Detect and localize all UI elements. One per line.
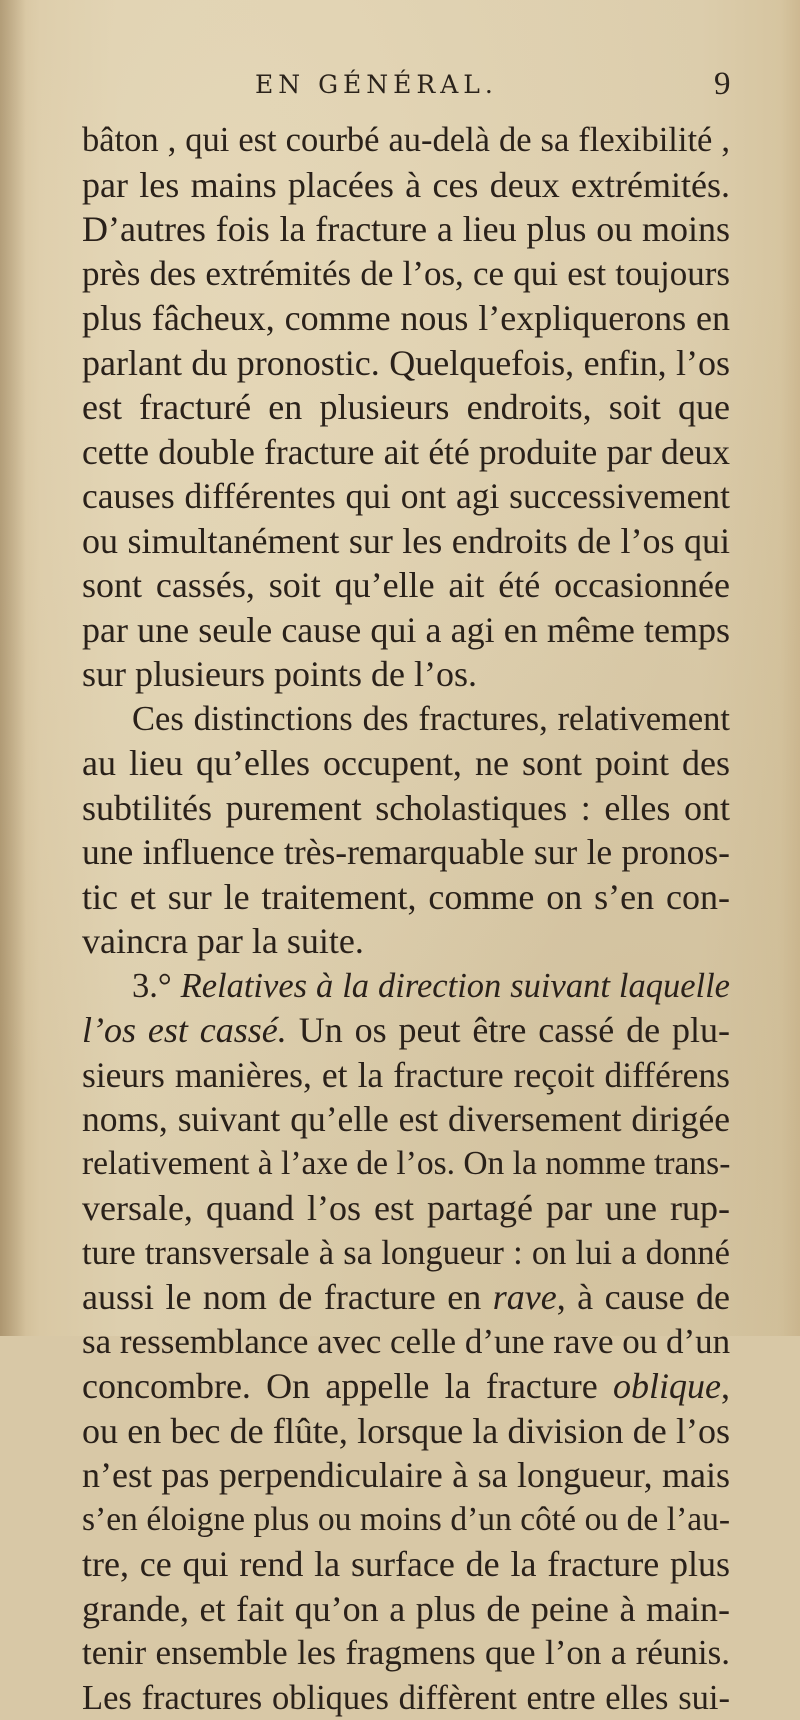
text-fragment: aussi le nom de fracture en (82, 1277, 481, 1317)
text-line: par une seule cause qui a agi en même temps (82, 608, 730, 653)
text-line: s’en éloigne plus ou moins d’un côté ou de l’au- (82, 1498, 730, 1543)
text-line: bâton , qui est courbé au-delà de sa flexibilité , (82, 118, 730, 163)
text-line: noms, suivant qu’elle est diversement dirigée (82, 1097, 730, 1142)
running-head (0, 70, 800, 110)
text-line (82, 1275, 730, 1320)
text-line: tenir ensemble les fragmens que l’on a réunis. (82, 1631, 730, 1676)
paragraph-2 (82, 697, 730, 964)
body-text (82, 118, 730, 1720)
text-line: grande, et fait qu’on a plus de peine à main- (82, 1587, 730, 1632)
text-line: parlant du pronostic. Quelquefois, enfin, l’os (82, 341, 730, 386)
text-line: plus fâcheux, comme nous l’expliquerons en (82, 296, 730, 341)
paragraph-3 (82, 964, 730, 1720)
text-line: subtilités purement scholastiques : elles ont (82, 786, 730, 831)
text-line: vaincra par la suite. (82, 919, 730, 964)
text-line: tre, ce qui rend la surface de la fracture plus (82, 1542, 730, 1587)
text-line: près des extrémités de l’os, ce qui est toujours (82, 252, 730, 297)
text-line: sur plusieurs points de l’os. (82, 652, 730, 697)
text-fragment: concombre. On appelle la fracture (82, 1366, 598, 1406)
text-line: ture transversale à sa longueur : on lui a donné (82, 1231, 730, 1276)
text-line: ou simultanément sur les endroits de l’os qui (82, 519, 730, 564)
text-line: relativement à l’axe de l’os. On la nomme trans- (82, 1142, 730, 1187)
text-line: une influence très-remarquable sur le pronos- (82, 830, 730, 875)
text-fragment: Un os peut être cassé de plu- (299, 1010, 730, 1050)
text-line: sieurs manières, et la fracture reçoit différens (82, 1053, 730, 1098)
text-line: est fracturé en plusieurs endroits, soit que (82, 385, 730, 430)
text-line: causes différentes qui ont agi successivement (82, 474, 730, 519)
text-line: par les mains placées à ces deux extrémités. (82, 163, 730, 208)
text-fragment: , à cause de (557, 1277, 730, 1317)
text-line: au lieu qu’elles occupent, ne sont point des (82, 741, 730, 786)
text-line: Ces distinctions des fractures, relativement (82, 697, 730, 742)
text-line: sont cassés, soit qu’elle ait été occasionnée (82, 563, 730, 608)
text-line: D’autres fois la fracture a lieu plus ou moins (82, 207, 730, 252)
text-line: n’est pas perpendiculaire à sa longueur, mais (82, 1453, 730, 1498)
text-line: sa ressemblance avec celle d’une rave ou d’un (82, 1320, 730, 1365)
text-line: Les fractures obliques diffèrent entre elles sui- (82, 1676, 730, 1720)
text-line (82, 1364, 730, 1409)
section-heading-end: l’os est cassé. (82, 1010, 287, 1050)
text-line (82, 1008, 730, 1053)
section-number: 3.° (132, 967, 172, 1005)
running-title: EN GÉNÉRAL. (255, 70, 498, 99)
section-heading: Relatives à la direction suivant laquelle (181, 967, 730, 1005)
paragraph-1 (82, 118, 730, 697)
section-heading-line (82, 964, 730, 1009)
text-line: cette double fracture ait été produite par deux (82, 430, 730, 475)
text-fragment: , (721, 1366, 730, 1406)
binding-gutter-shadow (0, 0, 26, 1336)
text-line: versale, quand l’os est partagé par une rup- (82, 1186, 730, 1231)
page-number: 9 (714, 66, 731, 103)
emphasis-term: rave (493, 1277, 557, 1317)
emphasis-term: oblique (613, 1366, 721, 1406)
text-line: tic et sur le traitement, comme on s’en con- (82, 875, 730, 920)
text-line: ou en bec de flûte, lorsque la division de l’os (82, 1409, 730, 1454)
